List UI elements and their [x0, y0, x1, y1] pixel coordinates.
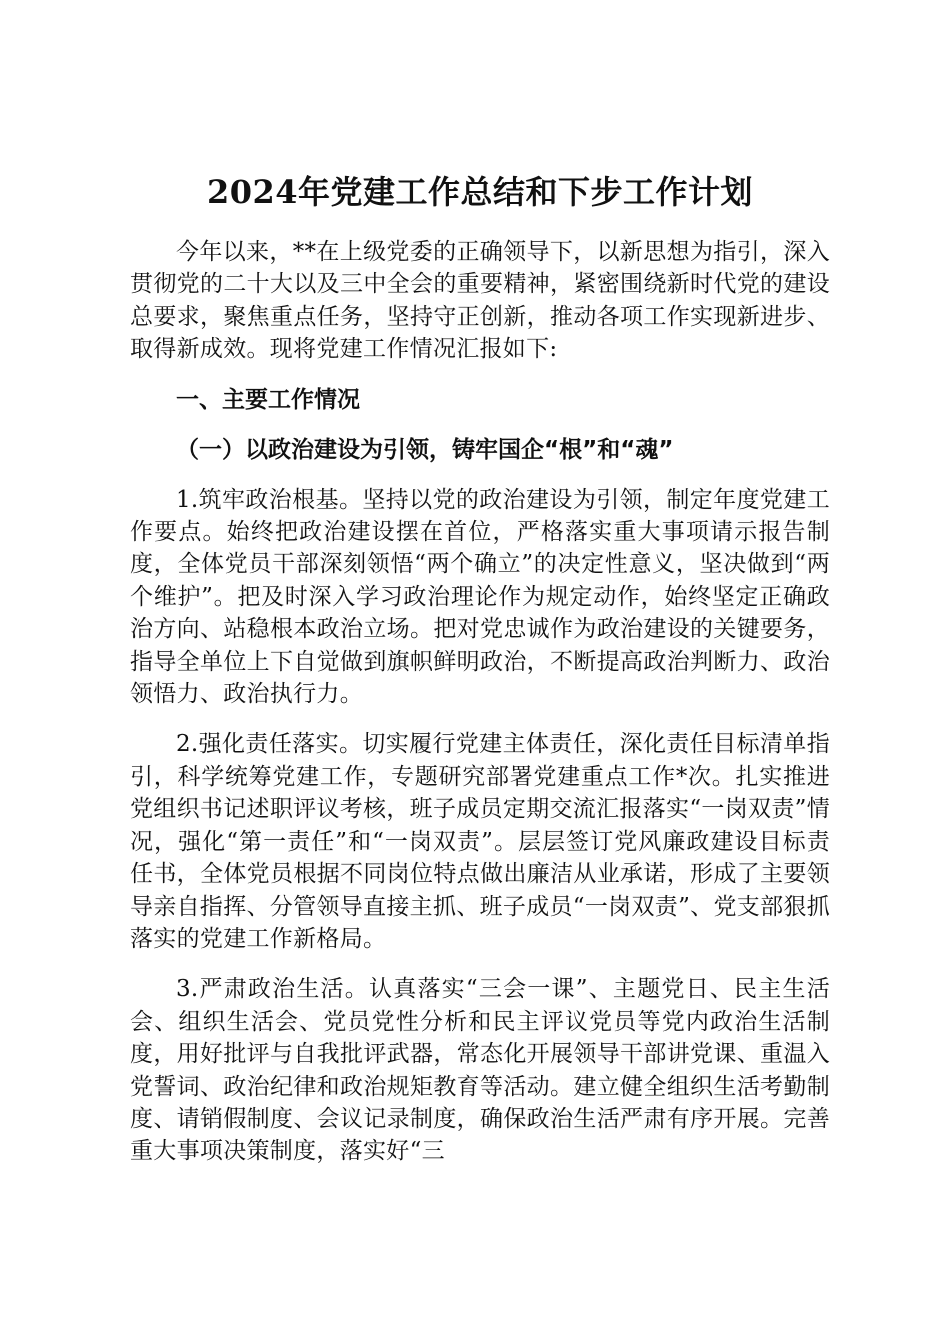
document-title: 2024年党建工作总结和下步工作计划 [206, 173, 754, 211]
subsection-heading: （一）以政治建设为引领，铸牢国企“根”和“魂” [176, 436, 674, 463]
document-page [130, 168, 830, 1186]
intro-paragraph: 今年以来，**在上级党委的正确领导下，以新思想为指引，深入贯彻党的二十大以及三中全会的重要精神，紧密围绕新时代党的建设总要求，聚焦重点任务，坚持守正创新，推动各项工作实现新进步、取得新成效。现将党建工作情况汇报如下: [130, 239, 830, 363]
body-paragraph-3: 3.严肃政治生活。认真落实“三会一课”、主题党日、民主生活会、组织生活会、党员党性分析和民主评议党员等党内政治生活制度，用好批评与自我批评武器，常态化开展领导干部讲党课、重温入党誓词、政治纪律和政治规矩教育等活动。建立健全组织生活考勤制度、请销假制度、会议记录制度，确保政治生活严肃有序开展。完善重大事项决策制度，落实好“三 [130, 976, 830, 1165]
section-heading: 一、主要工作情况 [176, 386, 360, 413]
body-paragraph-2: 2.强化责任落实。切实履行党建主体责任，深化责任目标清单指引，科学统筹党建工作，专题研究部署党建重点工作*次。扎实推进党组织书记述职评议考核，班子成员定期交流汇报落实“一岗双责”情况，强化“第一责任”和“一岗双责”。层层签订党风廉政建设目标责任书，全体党员根据不同岗位特点做出廉洁从业承诺，形成了主要领导亲自指挥、分管领导直接主抓、班子成员“一岗双责”、党支部狠抓落实的党建工作新格局。 [130, 731, 830, 952]
body-paragraph-1: 1.筑牢政治根基。坚持以党的政治建设为引领，制定年度党建工作要点。始终把政治建设摆在首位，严格落实重大事项请示报告制度，全体党员干部深刻领悟“两个确立”的决定性意义，坚决做到“两个维护”。把及时深入学习政治理论作为规定动作，始终坚定正确政治方向、站稳根本政治立场。把对党忠诚作为政治建设的关键要务，指导全单位上下自觉做到旗帜鲜明政治，不断提高政治判断力、政治领悟力、政治执行力。 [130, 486, 830, 708]
